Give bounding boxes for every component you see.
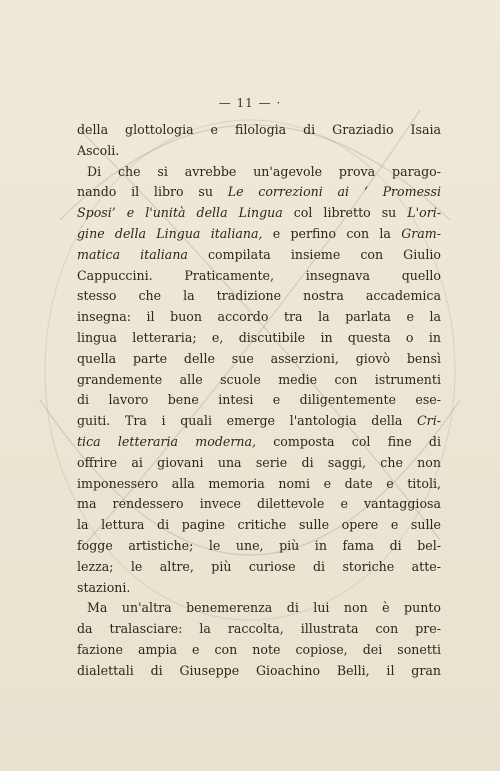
text-segment: offrire ai giovani una serie di saggi, che non — [77, 454, 441, 470]
text-segment: insegna: il buon accordo tra la parlata e la — [77, 309, 441, 325]
text-segment: e perfino con la — [262, 225, 402, 241]
text-line — [77, 286, 441, 307]
text-line — [77, 598, 441, 619]
text-segment: Cappuccini. Praticamente, insegnava quello — [77, 267, 441, 283]
text-segment: fazione ampia e con note copiose, dei sonetti — [77, 641, 441, 657]
text-line — [77, 162, 441, 183]
text-line — [77, 640, 441, 661]
text-line — [77, 390, 441, 411]
text-line — [77, 266, 441, 287]
text-line — [77, 328, 441, 349]
text-line — [77, 619, 441, 640]
text-segment: Di che si avrebbe un'agevole prova parago- — [87, 163, 441, 179]
text-line — [77, 536, 441, 557]
text-segment: grandemente alle scuole medie con istrumenti — [77, 371, 441, 387]
text-line — [77, 349, 441, 370]
text-segment: imponessero alla memoria nomi e date e titoli, — [77, 475, 441, 491]
text-line — [77, 182, 441, 203]
text-segment: quella parte delle sue asserzioni, giovò bensì — [77, 350, 441, 366]
text-segment: di lavoro bene intesi e diligentemente ese- — [77, 392, 441, 408]
text-line — [77, 515, 441, 536]
italic-title-segment: Sposi’ e l'unità della Lingua — [77, 205, 283, 221]
text-segment: composta col fine di — [256, 433, 441, 449]
text-segment: da tralasciare: la raccolta, illustrata con pre- — [77, 621, 441, 637]
text-segment: compilata insieme con Giulio — [187, 246, 441, 262]
text-segment: lezza; le altre, più curiose di storiche atte- — [77, 558, 441, 574]
italic-title-segment: matica italiana — [77, 246, 188, 262]
text-segment: lingua letteraria; e, discutibile in questa o in — [77, 329, 441, 345]
text-line — [77, 203, 441, 224]
italic-title-segment: L'ori- — [407, 205, 441, 221]
text-segment: stesso che la tradizione nostra accademica — [77, 288, 441, 304]
text-line — [77, 494, 441, 515]
text-line — [77, 661, 441, 682]
text-segment: Ascoli. — [77, 142, 120, 158]
text-segment: fogge artistiche; le une, più in fama di bel- — [77, 537, 441, 553]
italic-title-segment: Le correzioni ai ‘ Promessi — [227, 184, 441, 200]
text-line — [77, 474, 441, 495]
italic-title-segment: Cri- — [417, 413, 441, 429]
text-line — [77, 224, 441, 245]
text-line — [77, 120, 441, 141]
text-line — [77, 578, 441, 599]
text-segment: della glottologia e filologia di Graziadio Isaia — [77, 122, 441, 137]
text-line — [77, 557, 441, 578]
italic-title-segment: gine della Lingua italiana, — [77, 225, 263, 241]
italic-title-segment: tica letteraria moderna, — [77, 433, 256, 449]
text-segment: dialettali di Giuseppe Gioachino Belli, il gran — [77, 662, 441, 678]
text-line — [77, 411, 441, 432]
text-line — [77, 307, 441, 328]
text-line — [77, 141, 441, 162]
italic-title-segment: Gram- — [401, 225, 441, 241]
text-segment: guiti. Tra i quali emerge l'antologia della — [77, 413, 418, 429]
text-segment: la lettura di pagine critiche sulle opere e sulle — [77, 517, 441, 533]
text-segment: ma rendessero invece dilettevole e vantaggiosa — [77, 496, 441, 512]
body-text — [77, 120, 441, 682]
text-line — [77, 245, 441, 266]
text-segment: stazioni. — [77, 579, 131, 595]
text-segment: nando il libro su — [77, 184, 228, 200]
text-line — [77, 432, 441, 453]
text-segment: Ma un'altra benemerenza di lui non è punto — [87, 600, 441, 616]
text-line — [77, 453, 441, 474]
page-number: — 11 — · — [218, 96, 282, 110]
text-line — [77, 370, 441, 391]
text-segment: col libretto su — [282, 205, 408, 221]
